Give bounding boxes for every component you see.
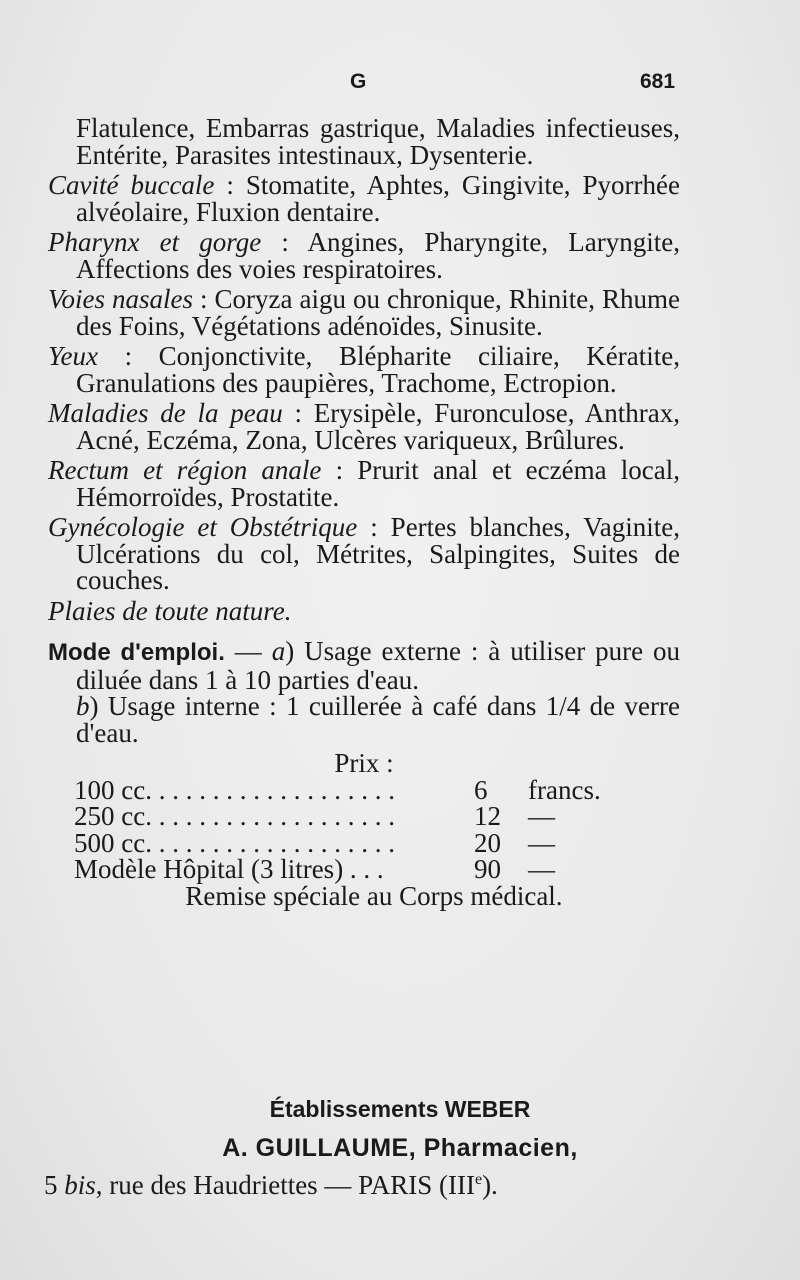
paragraph-lead: Gynécologie et Obstétrique <box>48 512 358 542</box>
mode-emploi-a <box>48 638 680 693</box>
street-bis: bis <box>64 1170 96 1200</box>
paragraph-text: : Stomatite, Aphtes, Gingivite, Pyorrhée alvéolaire, Fluxion dentaire. <box>76 170 681 227</box>
prix-title: Prix : <box>334 748 394 778</box>
street-text: , rue des Haudriettes — PARIS (III <box>95 1170 475 1200</box>
page-number: 681 <box>640 70 676 93</box>
mode-emploi-b <box>48 693 680 746</box>
paragraph-pharynx <box>48 229 680 282</box>
paragraph-text: Flatulence, Embarras gastrique, Maladies infectieuses, Entérite, Parasites intestinaux, Dysenterie. <box>76 113 680 170</box>
paragraph-intestinal <box>48 115 680 168</box>
paragraph-text: : Erysipèle, Furonculose, Anthrax, Acné, Eczéma, Zona, Ulcères variqueux, Brûlures. <box>76 398 680 455</box>
paragraph-peau <box>48 400 680 453</box>
mode-emploi-label: Mode d'emploi. <box>48 639 225 666</box>
paragraph-lead: Rectum et région anale <box>48 455 322 485</box>
paragraph-gynecologie <box>48 514 680 594</box>
company-name: Établissements WEBER <box>269 1096 531 1122</box>
paragraph-lead: Pharynx et gorge <box>48 227 262 257</box>
section-letter: G <box>350 70 367 93</box>
paragraph-plaies <box>48 595 680 626</box>
paragraph-lead: Maladies de la peau <box>48 398 283 428</box>
price-unit: francs. <box>528 774 601 805</box>
page-header <box>0 70 800 100</box>
pharmacist-name: A. GUILLAUME, Pharmacien, <box>222 1134 578 1162</box>
table-row <box>74 803 648 830</box>
street-number: 5 <box>44 1170 58 1200</box>
address-line <box>44 1170 684 1201</box>
price-value: 6 <box>474 774 488 805</box>
paragraph-lead: Voies nasales <box>48 284 194 314</box>
paragraph-text: : Conjonctivite, Blépharite ciliaire, Kératite, Granulations des paupières, Trachome, Ectropion. <box>76 341 680 398</box>
price-value: 12 <box>474 801 501 831</box>
table-row <box>74 777 648 804</box>
price-label: Modèle Hôpital (3 litres) . . . <box>74 854 384 884</box>
paragraph-text: : Prurit anal et eczéma local, Hémorroïdes, Prostatite. <box>76 455 680 512</box>
price-unit: — <box>528 827 555 858</box>
price-value: 90 <box>474 854 501 884</box>
mode-emploi-a-text: ) Usage externe : à utiliser pure ou diluée dans 1 à 10 parties d'eau. <box>76 636 680 695</box>
paragraph-text: : Pertes blanches, Vaginite, Ulcérations du col, Métrites, Salpingites, Suites de couches. <box>76 512 680 595</box>
price-label: 100 cc. . . . . . . . . . . . . . . . . . . <box>74 774 395 805</box>
paragraph-lead: Plaies de toute nature. <box>48 595 292 626</box>
paragraph-text: : Coryza aigu ou chronique, Rhinite, Rhume des Foins, Végétations adénoïdes, Sinusite. <box>76 284 681 341</box>
price-table <box>74 774 648 884</box>
arrondissement-sup: e <box>474 1171 483 1188</box>
price-unit: — <box>528 801 555 831</box>
price-label: 500 cc. . . . . . . . . . . . . . . . . . . <box>74 827 395 858</box>
paragraph-lead: Cavité buccale <box>48 170 215 200</box>
table-row <box>74 830 648 857</box>
remise-note: Remise spéciale au Corps médical. <box>185 880 563 911</box>
mode-emploi-dash: — <box>224 636 272 666</box>
mode-emploi-b-letter: b <box>76 691 90 721</box>
paragraph-lead: Yeux <box>48 341 99 371</box>
price-label: 250 cc. . . . . . . . . . . . . . . . . . . <box>74 801 395 831</box>
mode-emploi-a-letter: a <box>271 636 286 666</box>
mode-emploi-b-text: ) Usage interne : 1 cuillerée à café dans 1/4 de verre d'eau. <box>76 691 680 748</box>
price-unit: — <box>528 854 555 884</box>
body-text <box>48 115 680 909</box>
table-row <box>74 856 648 883</box>
price-value: 20 <box>474 827 501 858</box>
paragraph-cavite-buccale <box>48 172 680 225</box>
paragraph-yeux <box>48 343 680 396</box>
address-end: ). <box>482 1170 498 1200</box>
paragraph-rectum <box>48 457 680 510</box>
paragraph-voies-nasales <box>48 286 680 339</box>
paragraph-text: : Angines, Pharyngite, Laryngite, Affections des voies respiratoires. <box>76 227 680 284</box>
